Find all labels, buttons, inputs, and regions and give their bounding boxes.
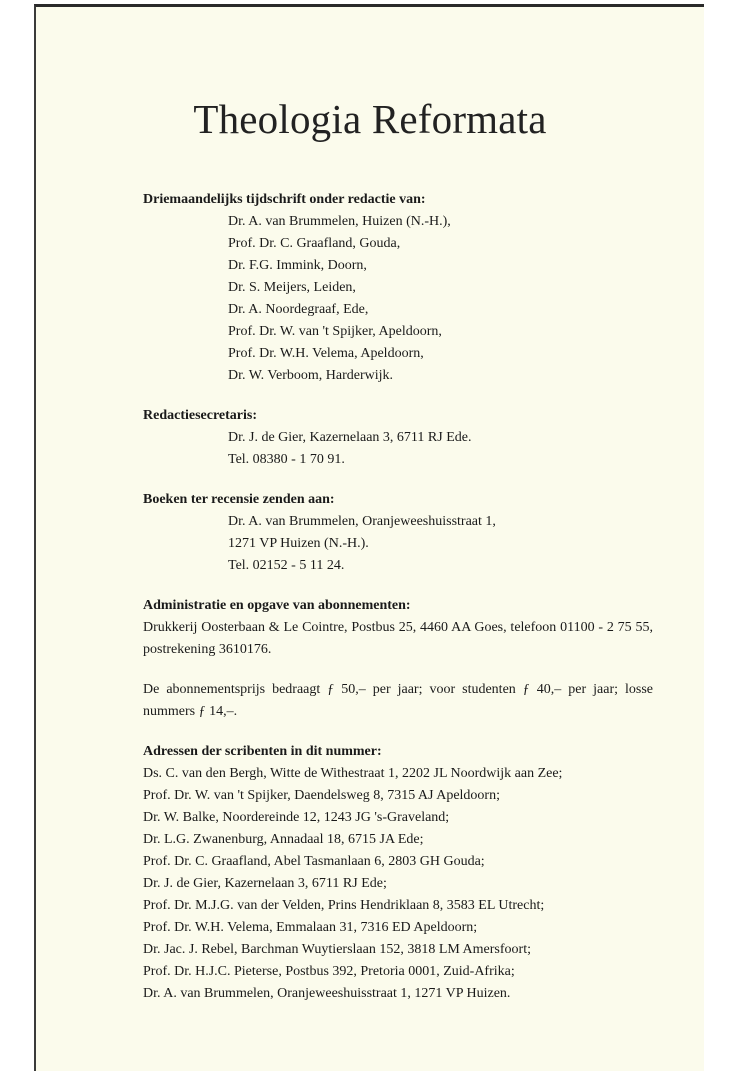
editor-line: Dr. F.G. Immink, Doorn, bbox=[228, 258, 367, 273]
administration-section bbox=[143, 595, 653, 661]
editor-line: Dr. S. Meijers, Leiden, bbox=[228, 280, 356, 295]
books-list bbox=[143, 511, 653, 577]
journal-page bbox=[34, 4, 704, 1071]
author-line: Dr. A. van Brummelen, Oranjeweeshuisstraat 1, 1271 VP Huizen. bbox=[143, 986, 511, 1001]
editor-line: Prof. Dr. C. Graafland, Gouda, bbox=[228, 236, 401, 251]
editor-line: Prof. Dr. W.H. Velema, Apeldoorn, bbox=[228, 346, 424, 361]
author-line: Prof. Dr. C. Graafland, Abel Tasmanlaan 6, 2803 GH Gouda; bbox=[143, 854, 485, 869]
books-line: Dr. A. van Brummelen, Oranjeweeshuisstraat 1, bbox=[228, 514, 496, 529]
colophon bbox=[143, 189, 653, 1005]
subscription-text: De abonnementsprijs bedraagt ƒ 50,– per jaar; voor studenten ƒ 40,– per jaar; losse nummers ƒ 14,–. bbox=[143, 682, 653, 719]
administration-heading: Administratie en opgave van abonnementen: bbox=[143, 598, 411, 613]
editors-list bbox=[143, 211, 653, 387]
books-line: Tel. 02152 - 5 11 24. bbox=[228, 558, 345, 573]
author-line: Dr. Jac. J. Rebel, Barchman Wuytierslaan 152, 3818 LM Amersfoort; bbox=[143, 942, 531, 957]
author-line: Dr. J. de Gier, Kazernelaan 3, 6711 RJ Ede; bbox=[143, 876, 387, 891]
author-line: Dr. L.G. Zwanenburg, Annadaal 18, 6715 JA Ede; bbox=[143, 832, 424, 847]
books-section bbox=[143, 489, 653, 577]
secretary-line: Dr. J. de Gier, Kazernelaan 3, 6711 RJ Ede. bbox=[228, 430, 472, 445]
secretary-section bbox=[143, 405, 653, 471]
secretary-line: Tel. 08380 - 1 70 91. bbox=[228, 452, 345, 467]
editor-line: Dr. A. van Brummelen, Huizen (N.-H.), bbox=[228, 214, 451, 229]
author-line: Dr. W. Balke, Noordereinde 12, 1243 JG 's-Graveland; bbox=[143, 810, 450, 825]
books-line: 1271 VP Huizen (N.-H.). bbox=[228, 536, 369, 551]
subscription-section bbox=[143, 679, 653, 723]
editor-line: Prof. Dr. W. van 't Spijker, Apeldoorn, bbox=[228, 324, 442, 339]
author-line: Prof. Dr. M.J.G. van der Velden, Prins Hendriklaan 8, 3583 EL Utrecht; bbox=[143, 898, 545, 913]
authors-heading: Adressen der scribenten in dit nummer: bbox=[143, 744, 382, 759]
author-line: Ds. C. van den Bergh, Witte de Withestraat 1, 2202 JL Noordwijk aan Zee; bbox=[143, 766, 563, 781]
author-line: Prof. Dr. W. van 't Spijker, Daendelsweg 8, 7315 AJ Apeldoorn; bbox=[143, 788, 500, 803]
secretary-list bbox=[143, 427, 653, 471]
books-heading: Boeken ter recensie zenden aan: bbox=[143, 492, 335, 507]
authors-section bbox=[143, 741, 653, 1005]
administration-text: Drukkerij Oosterbaan & Le Cointre, Postbus 25, 4460 AA Goes, telefoon 01100 - 2 75 55, postrekening 3610176. bbox=[143, 620, 653, 657]
author-line: Prof. Dr. H.J.C. Pieterse, Postbus 392, Pretoria 0001, Zuid-Afrika; bbox=[143, 964, 515, 979]
editors-heading: Driemaandelijks tijdschrift onder redactie van: bbox=[143, 192, 426, 207]
secretary-heading: Redactiesecretaris: bbox=[143, 408, 258, 423]
editors-section bbox=[143, 189, 653, 387]
author-line: Prof. Dr. W.H. Velema, Emmalaan 31, 7316 ED Apeldoorn; bbox=[143, 920, 478, 935]
editor-line: Dr. A. Noordegraaf, Ede, bbox=[228, 302, 369, 317]
editor-line: Dr. W. Verboom, Harderwijk. bbox=[228, 368, 393, 383]
journal-title: Theologia Reformata bbox=[193, 96, 547, 142]
